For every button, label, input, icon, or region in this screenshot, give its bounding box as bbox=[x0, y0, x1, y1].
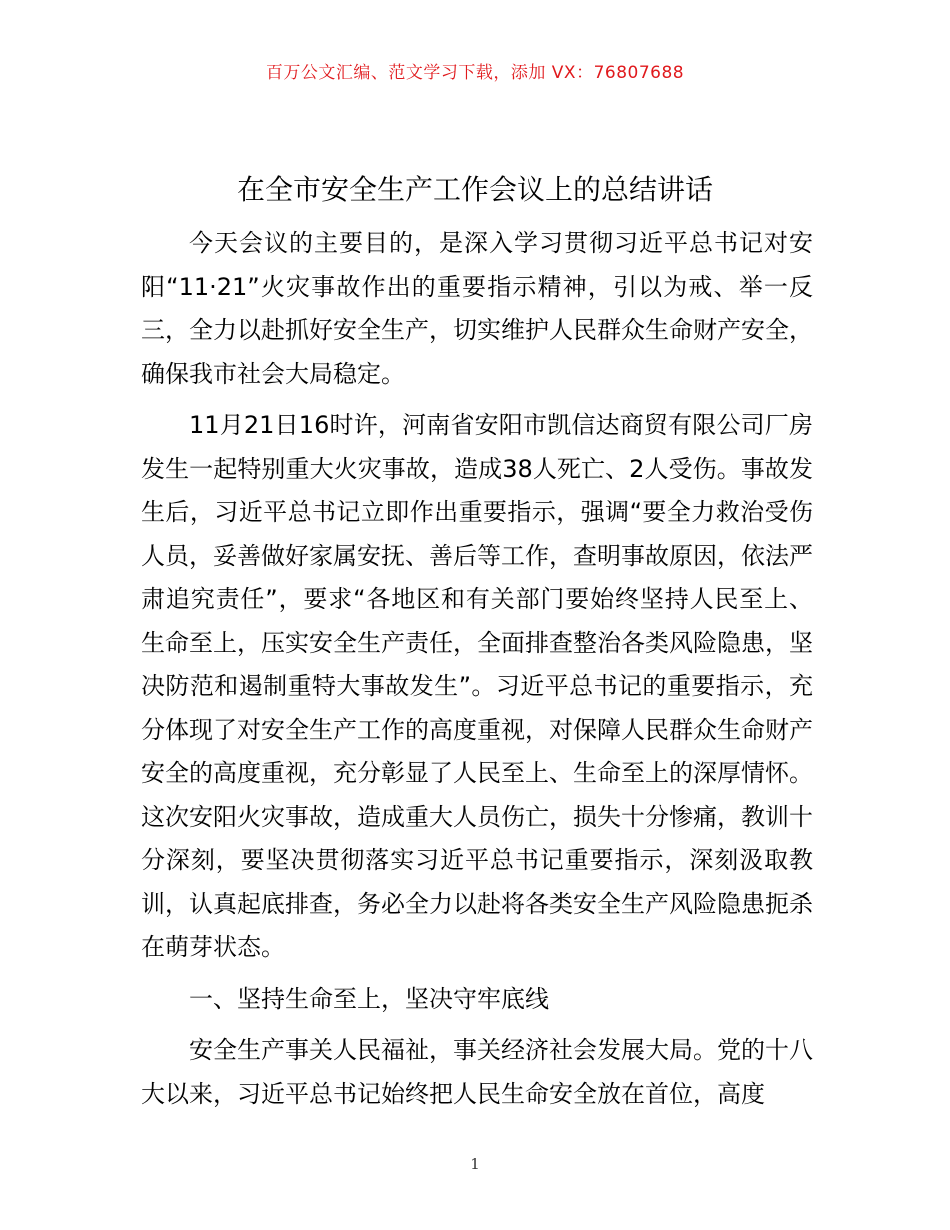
section-heading-1: 一、坚持生命至上，坚决守牢底线 bbox=[189, 984, 549, 1013]
document-body bbox=[141, 222, 813, 1124]
paragraph-intro: 今天会议的主要目的，是深入学习贯彻习近平总书记对安阳“11·21”火灾事故作出的重要指示精神，引以为戒、举一反三，全力以赴抓好安全生产，切实维护人民群众生命财产安全，确保我市社会大局稳定。 bbox=[141, 229, 813, 388]
page-number: 1 bbox=[470, 1155, 480, 1173]
document-title: 在全市安全生产工作会议上的总结讲话 bbox=[236, 173, 713, 206]
header-watermark-note: 百万公文汇编、范文学习下载，添加 VX：76807688 bbox=[265, 63, 685, 83]
paragraph-incident: 11月21日16时许，河南省安阳市凯信达商贸有限公司厂房发生一起特别重大火灾事故，造成38人死亡、2人受伤。事故发生后，习近平总书记立即作出重要指示，强调“要全力救治受伤人员，妥善做好家属安抚、善后等工作，查明事故原因，依法严肃追究责任”，要求“各地区和有关部门要始终坚持人民至上、生命至上，压实安全生产责任，全面排查整治各类风险隐患，坚决防范和遏制重特大事故发生”。习近平总书记的重要指示，充分体现了对安全生产工作的高度重视，对保障人民群众生命财产安全的高度重视，充分彰显了人民至上、生命至上的深厚情怀。这次安阳火灾事故，造成重大人员伤亡，损失十分惨痛，教训十分深刻，要坚决贯彻落实习近平总书记重要指示，深刻汲取教训，认真起底排查，务必全力以赴将各类安全生产风险隐患扼杀在萌芽状态。 bbox=[141, 411, 813, 961]
paragraph-section-1: 安全生产事关人民福祉，事关经济社会发展大局。党的十八大以来，习近平总书记始终把人民生命安全放在首位，高度 bbox=[141, 1036, 813, 1108]
